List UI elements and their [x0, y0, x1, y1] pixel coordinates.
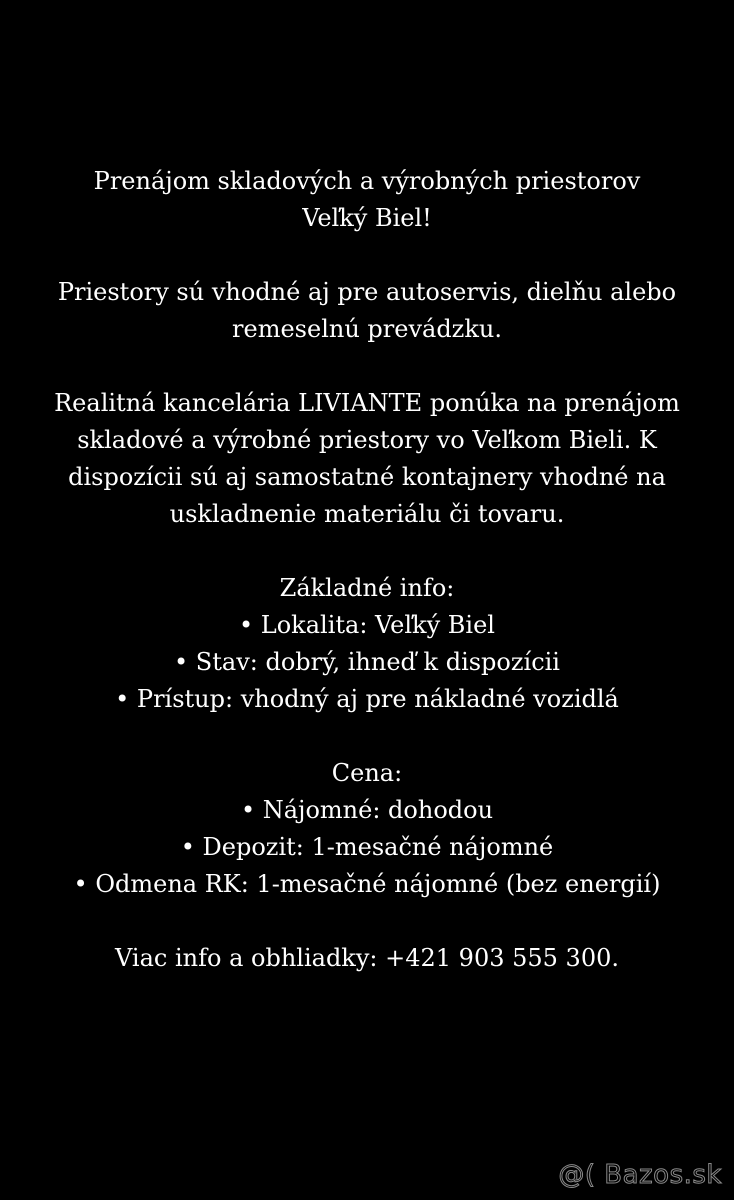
text-line: Priestory sú vhodné aj pre autoservis, dielňu alebo: [57, 278, 677, 306]
basic-info-heading: Základné info:: [279, 574, 455, 602]
text-line: uskladnenie materiálu či tovaru.: [169, 500, 565, 528]
price-item: • Odmena RK: 1-mesačné nájomné (bez energií): [73, 870, 661, 898]
basic-info-section: [0, 570, 734, 718]
price-item: • Depozit: 1-mesačné nájomné: [180, 833, 554, 861]
contact-line: Viac info a obhliadky: +421 903 555 300.: [115, 944, 619, 972]
contact-section: [0, 940, 734, 977]
headline-line: Veľký Biel!: [302, 204, 432, 232]
description-paragraph: [0, 385, 734, 533]
text-line: Realitná kancelária LIVIANTE ponúka na prenájom: [54, 389, 680, 417]
basic-info-item: • Lokalita: Veľký Biel: [239, 611, 495, 639]
suitability-paragraph: [0, 274, 734, 348]
listing-text: [0, 163, 734, 1014]
bazos-watermark: @( Bazos.sk: [558, 1160, 722, 1190]
text-line: skladové a výrobné priestory vo Veľkom Bieli. K: [77, 426, 657, 454]
headline-line: Prenájom skladových a výrobných priestorov: [93, 167, 641, 195]
basic-info-item: • Stav: dobrý, ihneď k dispozícii: [174, 648, 560, 676]
basic-info-item: • Prístup: vhodný aj pre nákladné vozidlá: [115, 685, 619, 713]
price-section: [0, 755, 734, 903]
price-heading: Cena:: [331, 759, 403, 787]
headline: [0, 163, 734, 237]
price-item: • Nájomné: dohodou: [240, 796, 494, 824]
text-line: dispozícii sú aj samostatné kontajnery vhodné na: [68, 463, 666, 491]
text-line: remeselnú prevádzku.: [232, 315, 502, 343]
